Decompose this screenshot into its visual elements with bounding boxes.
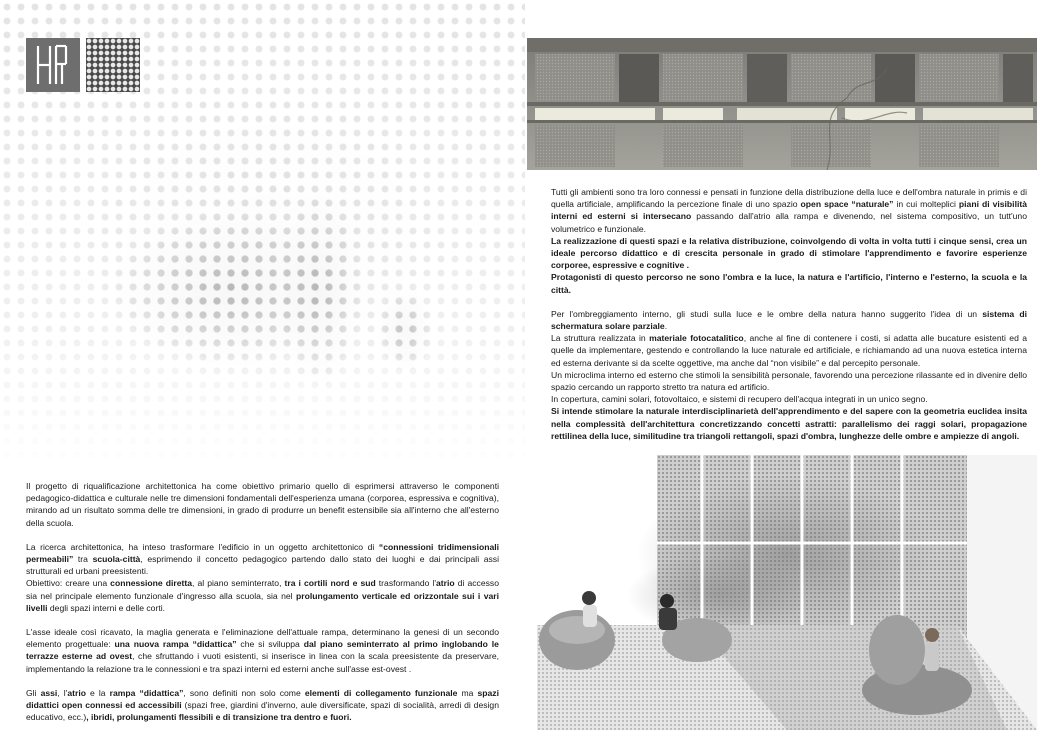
paragraph bbox=[26, 626, 499, 675]
text-bold: rampa “didattica” bbox=[109, 687, 184, 698]
text: Obiettivo: creare una bbox=[26, 578, 111, 589]
paragraph bbox=[551, 271, 1027, 295]
perforated-pattern-icon bbox=[86, 38, 140, 92]
text: , anche al fine di contenere i costi, si adatta alle bucature esistenti ed a quelle da implementare, gestendo e controllando la luce naturale ed artificiale, e richiamando ad una nuova estetica interna ed esterna derivante si da scelte oggettive, ma anche dal “non visibile” e dal percepito personale. bbox=[551, 333, 1028, 368]
text-bold: atrio bbox=[67, 687, 86, 698]
text-bold: spazi didattici open connessi ed accessibili bbox=[26, 687, 499, 711]
text-bold: sistema di schermatura solare parziale bbox=[551, 308, 1027, 332]
paragraph bbox=[26, 687, 499, 724]
hp-monogram-icon bbox=[26, 38, 80, 92]
text-bold: “connessioni tridimensionali permeabili” bbox=[26, 541, 499, 565]
left-text-column bbox=[26, 480, 499, 723]
paragraph bbox=[551, 186, 1027, 235]
text: La struttura realizzata in bbox=[551, 333, 650, 344]
text: tra bbox=[73, 554, 93, 565]
text: , sono definiti non solo come bbox=[183, 687, 305, 698]
text: , l' bbox=[57, 687, 68, 698]
interior-scene-image bbox=[537, 455, 1037, 730]
right-text-column bbox=[551, 186, 1027, 442]
text-bold: tra i cortili nord e sud bbox=[284, 578, 376, 589]
text-bold: , ibridi, prolungamenti flessibili e di transizione tra dentro e fuori. bbox=[86, 712, 352, 723]
text: Tutti gli ambienti sono tra loro connessi e pensati in funzione della distribuzione della luce e dell'ombra naturale in primis e di quella artificiale, amplificando la percezione finale di uno spazio bbox=[551, 187, 1027, 210]
text: degli spazi interni e delle corti. bbox=[47, 602, 166, 613]
text: e la bbox=[85, 687, 110, 698]
text: , esprimendo il concetto pedagogico partendo dallo stato dei luoghi e dai principali assi strutturali ed urbani preesistenti. bbox=[26, 554, 500, 577]
text-bold: materiale fotocatalitico bbox=[649, 333, 744, 344]
text-bold: piani di visibilità interni ed esterni si intersecano bbox=[551, 199, 1027, 222]
text: Gli bbox=[26, 687, 41, 698]
paragraph bbox=[26, 541, 499, 578]
facade-image bbox=[527, 38, 1037, 170]
text: L'asse ideale così ricavato, la maglia generata e l'eliminazione dell'attuale rampa, determinano la genesi di un secondo elemento progettuale: bbox=[26, 627, 499, 650]
paragraph bbox=[551, 405, 1027, 442]
paragraph: Il progetto di riqualificazione architettonica ha come obiettivo primario quello di esprimersi attraverso le componenti pedagogico-didattica e culturale nelle tre dimensioni fondamentali dell'esperienza umana (corporea, espressiva e cognitiva), mirando ad un risultato somma delle tre dimensioni, in grado di produrre un benefit estensibile sia all'interno che all'esterno della scuola. bbox=[26, 481, 499, 528]
text: Per l'ombreggiamento interno, gli studi sulla luce e le ombre della natura hanno suggerito l'idea di un bbox=[551, 308, 983, 319]
text-bold: dal piano seminterrato al primo inglobando le terrazze esterne ad ovest bbox=[26, 639, 499, 662]
text: La ricerca architettonica, ha inteso trasformare l'edificio in un oggetto architettonico di bbox=[26, 541, 379, 552]
paragraph bbox=[26, 577, 499, 614]
text: . bbox=[664, 321, 668, 332]
text-bold: prolungamento verticale ed orizzontale sui i vari livelli bbox=[26, 590, 500, 613]
text: , che sfruttando i vuoti esistenti, si inserisce in linea con la scala preesistente da preservare, implementando la relazione tra le connessioni e tra spazi interni ed esterni anche sull'asse est-ovest . bbox=[26, 651, 499, 674]
paragraph bbox=[551, 235, 1027, 272]
paragraph: In copertura, camini solari, fotovoltaico, e sistemi di recupero dell'acqua integrati in un unico segno. bbox=[551, 394, 928, 405]
text-bold: connessione diretta bbox=[110, 578, 193, 589]
text-bold: atrio bbox=[436, 578, 455, 589]
text: , al piano seminterrato, bbox=[192, 578, 285, 589]
text: trasformando l' bbox=[375, 578, 437, 589]
text-bold: assi bbox=[40, 687, 58, 698]
text-bold: La realizzazione di questi spazi e la relativa distribuzione, coinvolgendo di volta in volta tutti i cinque sensi, crea un ideale percorso didattico e di crescita personale in grado di stimolare l'apprendimento e favorire esperienze corporee, espressive e cognitive . bbox=[551, 235, 1027, 271]
paragraph: Un microclima interno ed esterno che stimoli la sensibilità personale, favorendo una percezione rilassante ed in divenire dello spazio cercando un rapporto stretto tra natura ed artificio. bbox=[551, 369, 1027, 393]
text: passando dall'atrio alla rampa e divenendo, nel sistema compositivo, un tutt'uno volumetrico e funzionale. bbox=[551, 211, 1027, 234]
text-bold: open space “naturale” bbox=[800, 199, 894, 210]
paragraph bbox=[551, 332, 1027, 369]
text: di accesso sia nel principale elemento funzionale d'ingresso alla scuola, sia nel bbox=[26, 578, 499, 601]
paragraph bbox=[551, 308, 1027, 332]
text: in cui molteplici bbox=[893, 199, 959, 210]
text-bold: elementi di collegamento funzionale bbox=[304, 687, 458, 698]
text-bold: una nuova rampa “didattica” bbox=[114, 639, 237, 650]
logo bbox=[26, 38, 140, 92]
text: che si sviluppa bbox=[236, 639, 304, 650]
text: (spazi free, giardini d'inverno, aule diversificate, spazi di socialità, arredi di design educativo, ecc.) bbox=[26, 700, 499, 723]
text: ma bbox=[457, 687, 478, 698]
text-bold: Si intende stimolare la naturale interdisciplinarietà dell'apprendimento e del sapere con la geometria euclidea insita nella complessità dell'architettura concretizzando concetti astratti: parallelismo dei raggi solari, propagazione rettilinea della luce, similitudine tra triangoli rettangoli, spazi d'ombra, lunghezze delle ombre e ampiezze di angoli. bbox=[551, 406, 1027, 441]
text-bold: Protagonisti di questo percorso ne sono l'ombra e la luce, la natura e l'artificio, l'interno e l'esterno, la scuola e la città. bbox=[551, 272, 1027, 295]
text-bold: scuola-città bbox=[92, 554, 141, 565]
